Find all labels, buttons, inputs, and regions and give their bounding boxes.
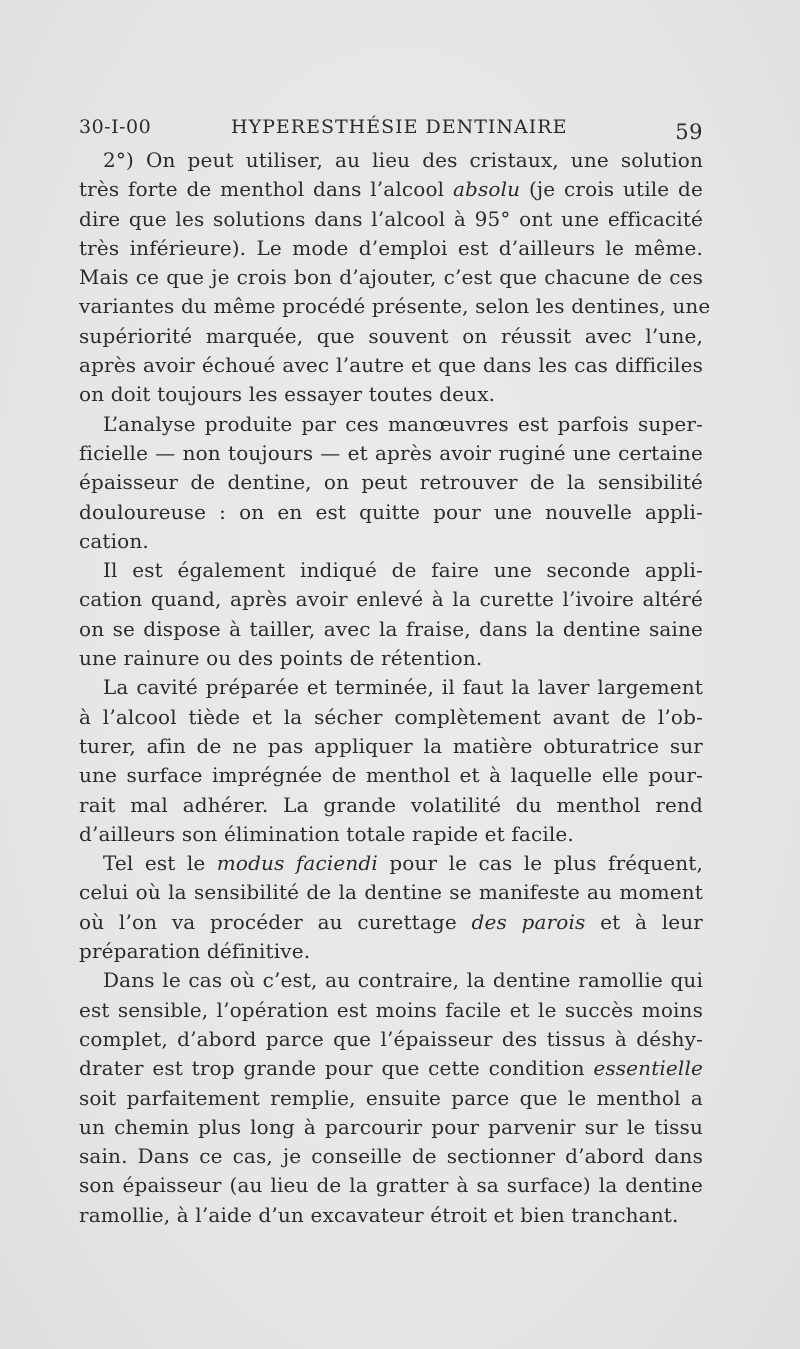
text-line: L’analyse produite par ces manœuvres est parfois super-	[103, 411, 703, 436]
italic-phrase: absolu	[452, 177, 521, 202]
text-line: une surface imprégnée de menthol et à laquelle elle pour-	[79, 763, 703, 788]
text-line: préparation définitive.	[79, 939, 311, 964]
text-line: turer, afin de ne pas appliquer la matière obturatrice sur	[79, 733, 703, 758]
text-segment: où l’on va procéder au curettage	[79, 909, 472, 934]
text-line: variantes du même procédé présente, selon les dentines, une	[79, 294, 711, 319]
text-line: on doit toujours les essayer toutes deux.	[79, 382, 496, 407]
text-line: un chemin plus long à parcourir pour parvenir sur le tissu	[79, 1114, 703, 1139]
text-line: rait mal adhérer. La grande volatilité du menthol rend	[79, 792, 703, 817]
paragraph	[79, 146, 711, 410]
italic-phrase: essentielle	[593, 1056, 703, 1081]
text-line: sain. Dans ce cas, je conseille de sectionner d’abord dans	[79, 1144, 703, 1169]
page-number: 59	[675, 120, 703, 144]
paragraph	[79, 556, 703, 673]
text-segment: drater est trop grande pour que cette condition	[79, 1056, 594, 1081]
text-line	[79, 175, 703, 204]
header-title: HYPERESTHÉSIE DENTINAIRE	[231, 116, 568, 138]
text-line: on se dispose à tailler, avec la fraise, dans la dentine saine	[79, 616, 703, 641]
paragraph	[79, 673, 703, 849]
text-line: cation quand, après avoir enlevé à la curette l’ivoire altéré	[79, 587, 703, 612]
body-text	[79, 146, 711, 1230]
text-line: cation.	[79, 528, 149, 553]
text-segment: Tel est le	[103, 851, 217, 876]
text-segment: et à leur	[585, 909, 703, 934]
text-line: celui où la sensibilité de la dentine se manifeste au moment	[79, 880, 703, 905]
text-line: après avoir échoué avec l’autre et que dans les cas difficiles	[79, 353, 703, 378]
text-line: est sensible, l’opération est moins facile et le succès moins	[79, 997, 703, 1022]
running-header	[79, 116, 703, 146]
italic-phrase: des parois	[471, 909, 586, 934]
paragraph	[79, 849, 703, 966]
text-line	[79, 1054, 703, 1083]
text-line: d’ailleurs son élimination totale rapide et facile.	[79, 821, 574, 846]
text-line: soit parfaitement remplie, ensuite parce que le menthol a	[79, 1085, 703, 1110]
paragraph	[79, 410, 703, 556]
text-line: 2°) On peut utiliser, au lieu des cristaux, une solution	[103, 148, 703, 172]
text-line: ficielle — non toujours — et après avoir ruginé une certaine	[79, 440, 703, 465]
text-line: ramollie, à l’aide d’un excavateur étroit et bien tranchant.	[79, 1202, 679, 1227]
text-segment: pour le cas le plus fréquent,	[377, 851, 703, 876]
text-line: Mais ce que je crois bon d’ajouter, c’est que chacune de ces	[79, 265, 703, 290]
paragraph	[79, 966, 703, 1230]
text-line: complet, d’abord parce que l’épaisseur des tissus à déshy-	[79, 1026, 703, 1051]
text-line: épaisseur de dentine, on peut retrouver de la sensibilité	[79, 470, 703, 495]
text-line: à l’alcool tiède et la sécher complètement avant de l’ob-	[79, 704, 703, 729]
text-line: douloureuse : on en est quitte pour une nouvelle appli-	[79, 499, 703, 524]
text-line: Il est également indiqué de faire une seconde appli-	[103, 558, 703, 583]
text-line: très inférieure). Le mode d’emploi est d’ailleurs le même.	[79, 235, 703, 260]
text-line	[79, 849, 703, 878]
header-date: 30-I-00	[79, 116, 152, 138]
text-segment: (je crois utile de	[520, 177, 703, 202]
text-line: son épaisseur (au lieu de la gratter à sa surface) la dentine	[79, 1173, 703, 1198]
text-line: La cavité préparée et terminée, il faut la laver largement	[103, 675, 703, 700]
text-line: dire que les solutions dans l’alcool à 95° ont une efficacité	[79, 206, 703, 231]
text-line: Dans le cas où c’est, au contraire, la dentine ramollie qui	[103, 968, 703, 993]
text-line	[79, 908, 703, 937]
text-line: une rainure ou des points de rétention.	[79, 646, 483, 671]
text-line: supériorité marquée, que souvent on réussit avec l’une,	[79, 323, 703, 348]
italic-phrase: modus faciendi	[216, 851, 378, 876]
text-segment: très forte de menthol dans l’alcool	[79, 177, 453, 202]
